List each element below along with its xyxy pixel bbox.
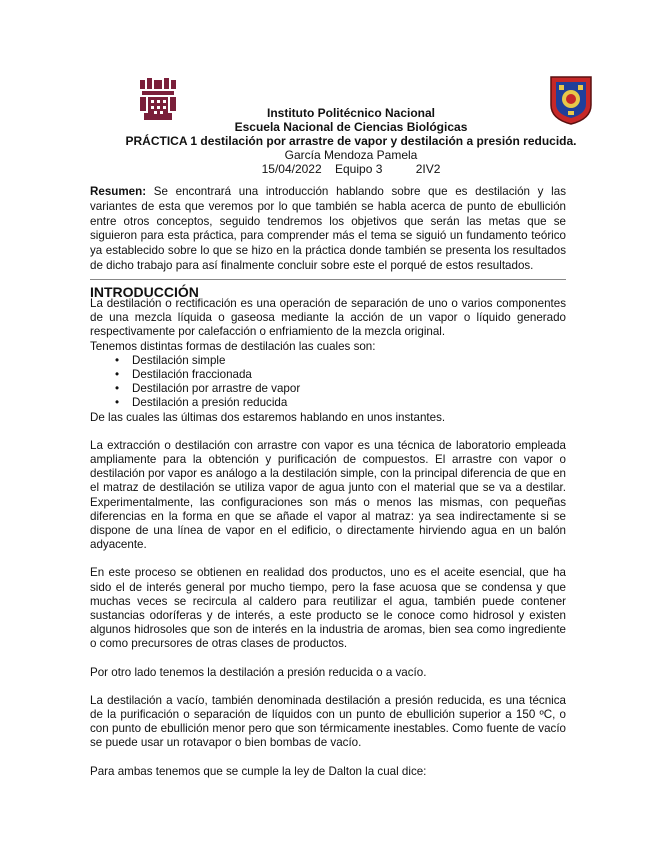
distillation-types-list xyxy=(90,354,566,411)
intro-paragraph-8: Para ambas tenemos que se cumple la ley de Dalton la cual dice: xyxy=(90,764,427,778)
intro-paragraph-1: La destilación o rectificación es una operación de separación de uno o varios componentes de una mezcla líquida o gaseosa mediante la acción de un vapor o líquido generado respectivamente por calefacción o enfriamiento de la mezcla original. xyxy=(90,297,566,339)
institution-name: Instituto Politécnico Nacional xyxy=(266,106,436,120)
date: 15/04/2022 xyxy=(261,162,322,176)
intro-paragraph-6: Por otro lado tenemos la destilación a presión reducida o a vacío. xyxy=(90,665,427,679)
document-header xyxy=(90,106,612,176)
school-name: Escuela Nacional de Ciencias Biológicas xyxy=(234,120,468,134)
list-item: • Destilación simple xyxy=(132,354,566,368)
team: Equipo 3 xyxy=(335,162,383,176)
intro-paragraph-2: Tenemos distintas formas de destilación las cuales son: xyxy=(90,339,376,353)
list-item: • Destilación a presión reducida xyxy=(132,396,566,410)
introduction-heading: INTRODUCCIÓN xyxy=(90,284,199,300)
abstract-text: Se encontrará una introducción hablando sobre que es destilación y las variantes de esta que veremos por lo que también se habla acerca de punto de ebullición entre otros conceptos, seguido tendremos los objetivos que serán las metas que se siguieron para esta práctica, para comprender más el tema se siguió un fundamento teórico ya establecido sobre lo que se hizo en la práctica donde también se presenta los resultados de dicho trabajo para así finalmente concluir sobre este el porqué de estos resultados. xyxy=(90,185,566,272)
author-name: García Mendoza Pamela xyxy=(284,148,418,162)
section-divider xyxy=(90,279,566,280)
intro-paragraph-5: En este proceso se obtienen en realidad dos productos, uno es el aceite esencial, que ha sido el de interés general por mucho tiempo, pero la fase acuosa que se condensa y que muchas veces se recircula al caldero para reutilizar el agua, también puede contener sustancias odoríferas y de interés, a este producto se le conoce como hidrosol y existen algunos hidrosoles que son de interés en la industria de aromas, bien sea como ingrediente o como precursores de otras clases de productos. xyxy=(90,566,566,651)
abstract-label: Resumen: xyxy=(90,185,147,198)
introduction-body xyxy=(90,297,566,779)
intro-paragraph-7: La destilación a vacío, también denominada destilación a presión reducida, es una técnica de la purificación o separación de líquidos con un punto de ebullición superior a 150 ºC, o con punto de ebullición menor pero que son térmicamente inestables. Como fuente de vacío se puede usar un rotavapor o bien bombas de vacío. xyxy=(90,693,566,750)
list-item: • Destilación fraccionada xyxy=(132,368,566,382)
group: 2IV2 xyxy=(415,162,441,176)
abstract xyxy=(90,185,566,274)
intro-paragraph-3: De las cuales las últimas dos estaremos hablando en unos instantes. xyxy=(90,410,446,424)
date-team-group-line xyxy=(90,162,612,176)
intro-paragraph-4: La extracción o destilación con arrastre con vapor es una técnica de laboratorio empleada ampliamente para la obtención y purificación de compuestos. El arrastre con vapor o destilación por vapor es análogo a la destilación simple, con la principal diferencia de que en el matraz de destilación se utiliza vapor de agua junto con el material que se va a destilar. Experimentalmente, las configuraciones son más o menos las mismas, con pequeñas diferencias en la forma en que se añade el vapor al matraz: ya sea indirectamente si se dispone de una línea de vapor en el edificio, o directamente hirviendo agua en un balón adyacente. xyxy=(90,438,566,552)
list-item: • Destilación por arrastre de vapor xyxy=(132,382,566,396)
practice-title: PRÁCTICA 1 destilación por arrastre de vapor y destilación a presión reducida. xyxy=(125,134,577,148)
